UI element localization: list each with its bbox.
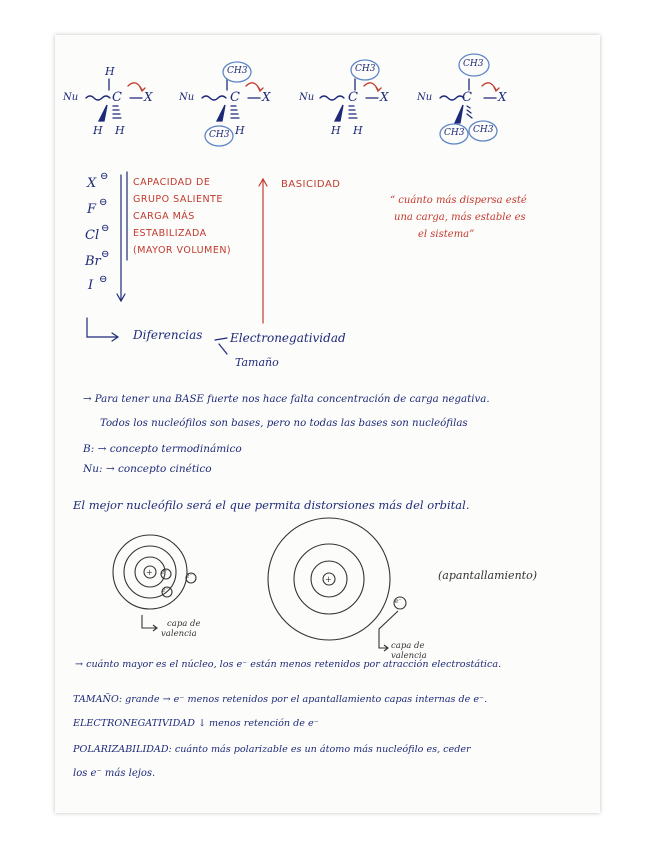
small-atom-electron-label-3: e⁻ — [186, 573, 193, 580]
s4-hash — [467, 106, 472, 118]
halide-charge-4: ⊖ — [101, 249, 110, 260]
note-strong-base: → Para tener una BASE fuerte nos hace falta concentración de carga negativa. — [83, 394, 490, 405]
s2-wavy-bond — [202, 96, 226, 100]
small-atom-electron-label-2: e⁻ — [162, 587, 169, 594]
s4-leaving-group: X — [498, 90, 507, 104]
s2-hash — [231, 106, 239, 118]
s3-bottom-right: H — [353, 124, 363, 137]
notebook-page — [55, 35, 600, 813]
s2-top-substituent: CH3 — [227, 66, 248, 76]
s3-nucleophile: Nu — [299, 92, 315, 103]
electronegativity-branch: Electronegatividad — [230, 331, 346, 345]
s4-top-substituent: CH3 — [463, 59, 484, 69]
note-nucleophiles-bases: Todos los nucleófilos son bases, pero no todas las bases son nucleófilas — [100, 418, 468, 429]
halide-x: X — [87, 176, 97, 191]
halide-cl: Cl — [85, 228, 100, 243]
halide-charge-5: ⊖ — [99, 274, 108, 285]
halide-i: I — [88, 278, 94, 293]
note-polarizability: POLARIZABILIDAD: cuánto más polarizable es un átomo más nucleófilo es, ceder — [73, 744, 471, 755]
s2-wedge — [217, 105, 225, 121]
large-atom-nucleus-sign: + — [325, 575, 332, 584]
s2-carbon: C — [230, 90, 240, 105]
s2-nucleophile: Nu — [179, 92, 195, 103]
note-electronegativity: ELECTRONEGATIVIDAD ↓ menos retención de e⁻ — [73, 718, 319, 729]
s1-nucleophile: Nu — [63, 92, 79, 103]
s1-wavy-bond — [86, 96, 110, 100]
quote-line: “ cuánto más dispersa esté — [390, 195, 527, 206]
s3-bottom-left: H — [331, 124, 341, 137]
s1-carbon: C — [112, 90, 122, 105]
s4-bottom-left: CH3 — [444, 128, 465, 138]
note-nucleus-size: → cuánto mayor es el núcleo, los e⁻ están menos retenidos por atracción electrostática. — [75, 659, 502, 670]
s4-wedge — [455, 105, 463, 123]
leaving-group-text — [133, 174, 231, 259]
note-polarizability-end: los e⁻ más lejos. — [73, 768, 156, 779]
note-base-concept: B: → concepto termodinámico — [83, 443, 242, 455]
s3-hash — [349, 106, 357, 118]
basicity-label: BASICIDAD — [281, 179, 341, 190]
quote-line: una carga, más estable es — [394, 212, 526, 223]
s3-leaving-group: X — [380, 90, 389, 104]
s4-nucleophile: Nu — [417, 92, 433, 103]
quote-line: el sistema” — [418, 229, 475, 240]
s1-top-substituent: H — [105, 65, 115, 78]
s1-hash — [113, 106, 121, 118]
differences-arrow — [87, 318, 117, 337]
s1-leaving-group: X — [144, 90, 153, 104]
label-line: valencia — [161, 629, 197, 639]
note-nu-concept: Nu: → concepto cinético — [83, 463, 212, 475]
s1-bottom-left: H — [93, 124, 103, 137]
s4-wavy-bond — [440, 96, 464, 100]
s3-carbon: C — [348, 90, 358, 105]
s1-bottom-right: H — [115, 124, 125, 137]
leaving-group-line: CAPACIDAD DE — [133, 177, 211, 188]
note-size: TAMAÑO: grande → e⁻ menos retenidos por el apantallamiento capas internas de e⁻. — [73, 694, 488, 705]
size-branch: Tamaño — [235, 356, 279, 369]
s4-bottom-right: CH3 — [473, 125, 494, 135]
s2-bottom-left: CH3 — [209, 130, 230, 140]
branch-line-1 — [215, 338, 227, 340]
s1-wedge — [99, 105, 107, 121]
small-atom-valence-label — [161, 619, 201, 639]
leaving-group-line: (MAYOR VOLUMEN) — [133, 245, 232, 256]
note-best-nucleophile: El mejor nucleófilo será el que permita distorsiones más del orbital. — [73, 498, 470, 512]
halide-f: F — [87, 202, 97, 217]
label-line: valencia — [391, 651, 427, 661]
small-atom-nucleus-sign: + — [146, 568, 153, 577]
s3-wavy-bond — [320, 96, 344, 100]
s4-carbon: C — [462, 90, 472, 105]
halide-charge-1: ⊖ — [100, 171, 109, 182]
s3-wedge — [335, 105, 343, 121]
differences-label: Diferencias — [133, 328, 203, 342]
s2-leaving-group: X — [262, 90, 271, 104]
label-line: capa de — [391, 641, 425, 651]
label-line: capa de — [167, 619, 201, 629]
dispersion-quote — [390, 192, 527, 243]
leaving-group-line: CARGA MÁS — [133, 211, 195, 222]
s2-bottom-right: H — [235, 124, 245, 137]
halide-charge-3: ⊖ — [101, 223, 110, 234]
branch-line-2 — [219, 344, 227, 354]
shielding-label: (apantallamiento) — [438, 569, 537, 582]
large-atom-electron-label: e⁻ — [395, 598, 402, 605]
leaving-group-line: ESTABILIZADA — [133, 228, 207, 239]
leaving-group-line: GRUPO SALIENTE — [133, 194, 223, 205]
large-atom-valence-label — [391, 641, 427, 661]
halide-br: Br — [85, 254, 101, 269]
halide-charge-2: ⊖ — [99, 197, 108, 208]
s3-top-substituent: CH3 — [355, 64, 376, 74]
small-atom-electron-label-1: e⁻ — [161, 569, 168, 576]
